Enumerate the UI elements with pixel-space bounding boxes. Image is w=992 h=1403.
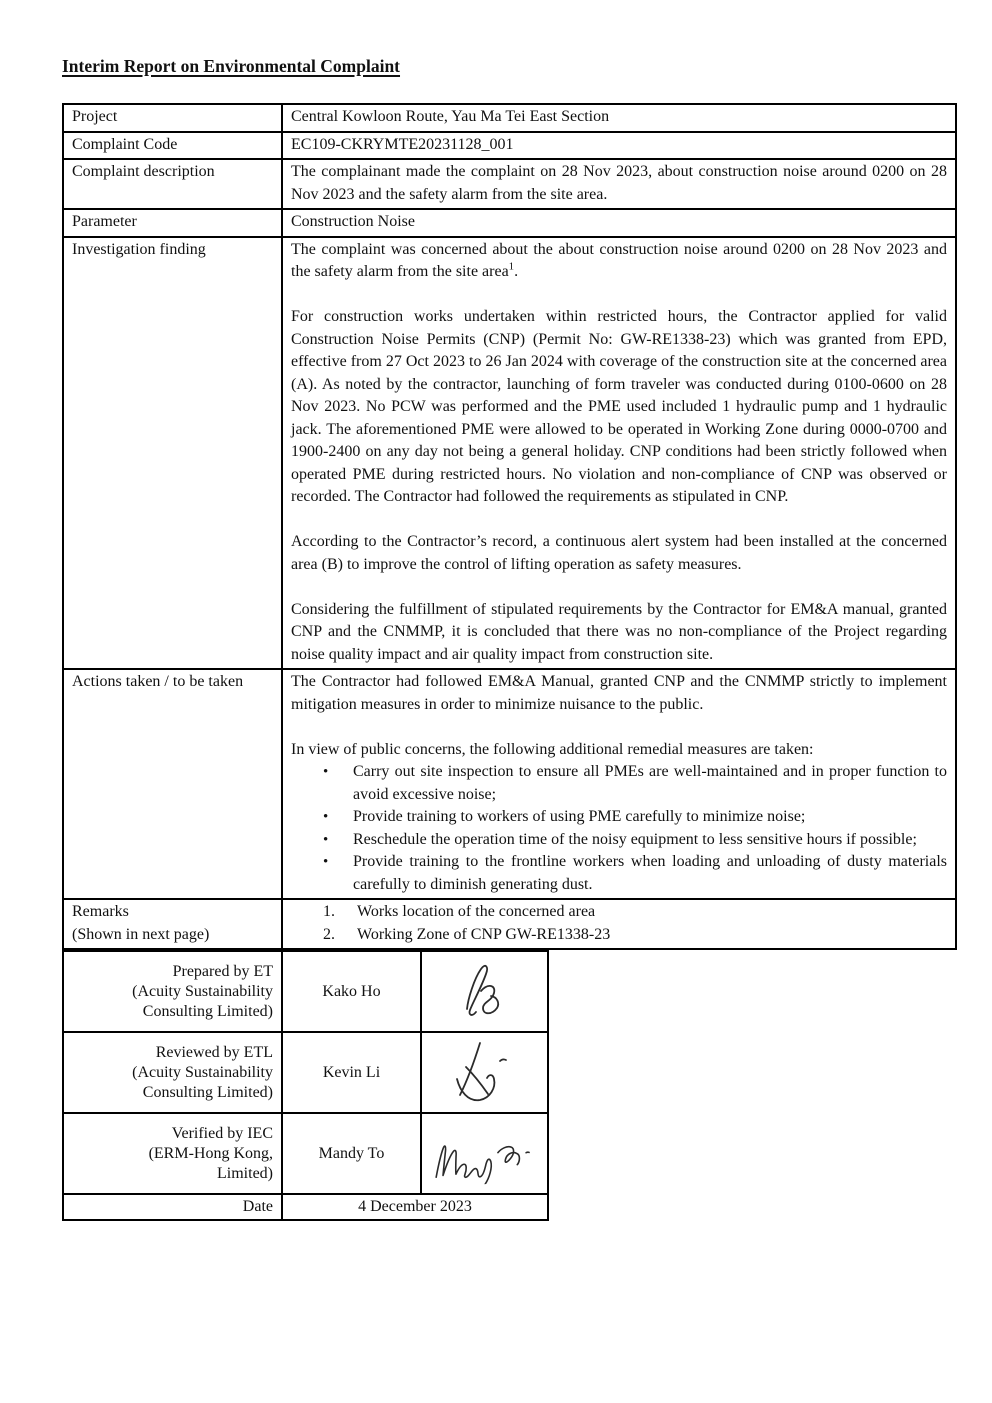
signature-name-mandy-to: Mandy To — [282, 1113, 421, 1194]
signature-role-prepared — [63, 951, 282, 1032]
actions-bullet-4-text: • Provide training to the frontline workers when loading and unloading of dusty materials carefully to diminish generating dust. — [353, 853, 947, 893]
signature-role-reviewed-line-2: (Acuity Sustainability — [132, 1063, 273, 1081]
actions-bullet-1 — [291, 761, 947, 806]
row-label-remarks — [63, 899, 282, 949]
signature-scribble-mandy-to — [423, 1117, 547, 1189]
actions-bullet-3-text: • Reschedule the operation time of the noisy equipment to less sensitive hours if possible; — [353, 830, 917, 848]
signature-name-kevin-li: Kevin Li — [282, 1032, 421, 1113]
signature-cell-kevin-li — [421, 1032, 548, 1113]
row-value-complaint-code: EC109-CKRYMTE20231128_001 — [282, 132, 956, 160]
row-label-parameter: Parameter — [63, 209, 282, 237]
signature-role-verified — [63, 1113, 282, 1194]
row-value-project: Central Kowloon Route, Yau Ma Tei East Section — [282, 104, 956, 132]
investigation-para-1-text: The complaint was concerned about the about construction noise around 0200 on 28 Nov 2023 and the safety alarm from the site area — [291, 240, 947, 280]
row-value-remarks — [282, 899, 956, 949]
actions-para-2: In view of public concerns, the following additional remedial measures are taken: — [291, 740, 814, 758]
signature-role-verified-line-2: (ERM-Hong Kong, — [148, 1144, 273, 1162]
signature-role-verified-line-1: Verified by IEC — [171, 1124, 273, 1142]
investigation-para-3: According to the Contractor’s record, a continuous alert system had been installed at the concerned area (B) to improve the control of lifting operation as safety measures. — [291, 533, 947, 573]
signature-role-prepared-line-3: Consulting Limited) — [142, 1002, 273, 1020]
row-label-complaint-code: Complaint Code — [63, 132, 282, 160]
remark-item-1-text: Works location of the concerned area — [357, 903, 596, 920]
signature-row-prepared — [63, 951, 548, 1032]
signature-cell-mandy-to — [421, 1113, 548, 1194]
table-row-investigation-finding — [63, 237, 956, 670]
investigation-para-4: Considering the fulfillment of stipulated requirements by the Contractor for EM&A manual, granted CNP and the CNMMP, it is concluded that there was no non-compliance of the Project regarding noise quality impact and air quality impact from construction site. — [291, 600, 947, 663]
signature-name-kako-ho: Kako Ho — [282, 951, 421, 1032]
signature-role-verified-line-3: Limited) — [217, 1164, 273, 1182]
page-title: Interim Report on Environmental Complaint — [62, 56, 401, 76]
actions-bullet-4 — [291, 851, 947, 896]
date-row — [63, 1194, 548, 1220]
signature-table — [62, 950, 549, 1221]
actions-bullet-1-text: • Carry out site inspection to ensure all PMEs are well-maintained and in proper function to avoid excessive noise; — [353, 763, 947, 803]
signature-row-reviewed — [63, 1032, 548, 1113]
remarks-label-line-1: Remarks — [72, 903, 129, 920]
table-row-actions-taken — [63, 669, 956, 899]
signature-role-reviewed-line-1: Reviewed by ETL — [155, 1043, 273, 1061]
remarks-label-line-2: (Shown in next page) — [72, 925, 210, 943]
table-row-project — [63, 104, 956, 132]
signature-role-reviewed-line-3: Consulting Limited) — [142, 1083, 273, 1101]
remark-item-1 — [291, 901, 947, 924]
remark-item-2 — [291, 924, 947, 947]
row-value-actions-taken — [282, 669, 956, 899]
investigation-para-1 — [291, 239, 947, 284]
remark-item-2-text: Working Zone of CNP GW-RE1338-23 — [357, 925, 611, 943]
signature-role-prepared-line-2: (Acuity Sustainability — [132, 982, 273, 1000]
signature-role-prepared-line-1: Prepared by ET — [172, 962, 273, 980]
actions-bullet-2-text: • Provide training to workers of using PME carefully to minimize noise; — [353, 808, 806, 825]
actions-para-1: The Contractor had followed EM&A Manual, granted CNP and the CNMMP strictly to implement mitigation measures in order to minimize nuisance to the public. — [291, 673, 947, 713]
date-value: 4 December 2023 — [282, 1194, 548, 1220]
table-row-complaint-code — [63, 132, 956, 160]
remark-item-2-number: 2. — [323, 925, 335, 943]
signature-scribble-kevin-li — [442, 1037, 528, 1109]
investigation-para-2: For construction works undertaken within restricted hours, the Contractor applied for valid Construction Noise Permits (CNP) (Permit No: GW-RE1338-23) which was granted from EPD, effective from 27 Oct 2023 to 26 Jan 2024 with coverage of the construction site at the concerned area (A). As noted by the contractor, launching of form traveler was conducted during 0100-0600 on 28 Nov 2023. No PCW was performed and the PME used included 1 hydraulic pump and 1 hydraulic jack. The aforementioned PME were allowed to be operated in Working Zone during 0000-0700 and 1900-2400 on any day not being a general holiday. CNP conditions had been strictly followed when operated PME during restricted hours. No violation and non-compliance of CNP was observed or recorded. The Contractor had followed the requirements as stipulated in CNP. — [291, 308, 947, 505]
row-value-parameter: Construction Noise — [282, 209, 956, 237]
footnote-superscript: 1 — [508, 260, 515, 273]
investigation-para-1-period: . — [514, 263, 519, 280]
signature-scribble-kako-ho — [445, 957, 525, 1027]
signature-row-verified — [63, 1113, 548, 1194]
row-value-complaint-description — [282, 159, 956, 209]
table-row-complaint-description — [63, 159, 956, 209]
actions-bullet-2 — [291, 806, 947, 829]
table-row-remarks — [63, 899, 956, 949]
actions-bullet-3 — [291, 829, 947, 852]
row-label-complaint-description: Complaint description — [63, 159, 282, 209]
table-row-parameter — [63, 209, 956, 237]
signature-cell-kako-ho — [421, 951, 548, 1032]
row-value-investigation-finding — [282, 237, 956, 670]
remark-item-1-number: 1. — [323, 903, 335, 920]
report-table — [62, 103, 957, 950]
row-label-investigation-finding: Investigation finding — [63, 237, 282, 670]
date-label: Date — [63, 1194, 282, 1220]
signature-role-reviewed — [63, 1032, 282, 1113]
row-label-actions-taken: Actions taken / to be taken — [63, 669, 282, 899]
complaint-description-text: The complainant made the complaint on 28 Nov 2023, about construction noise around 0200 on 28 Nov 2023 and the safety alarm from the site area. — [291, 163, 947, 203]
row-label-project: Project — [63, 104, 282, 132]
